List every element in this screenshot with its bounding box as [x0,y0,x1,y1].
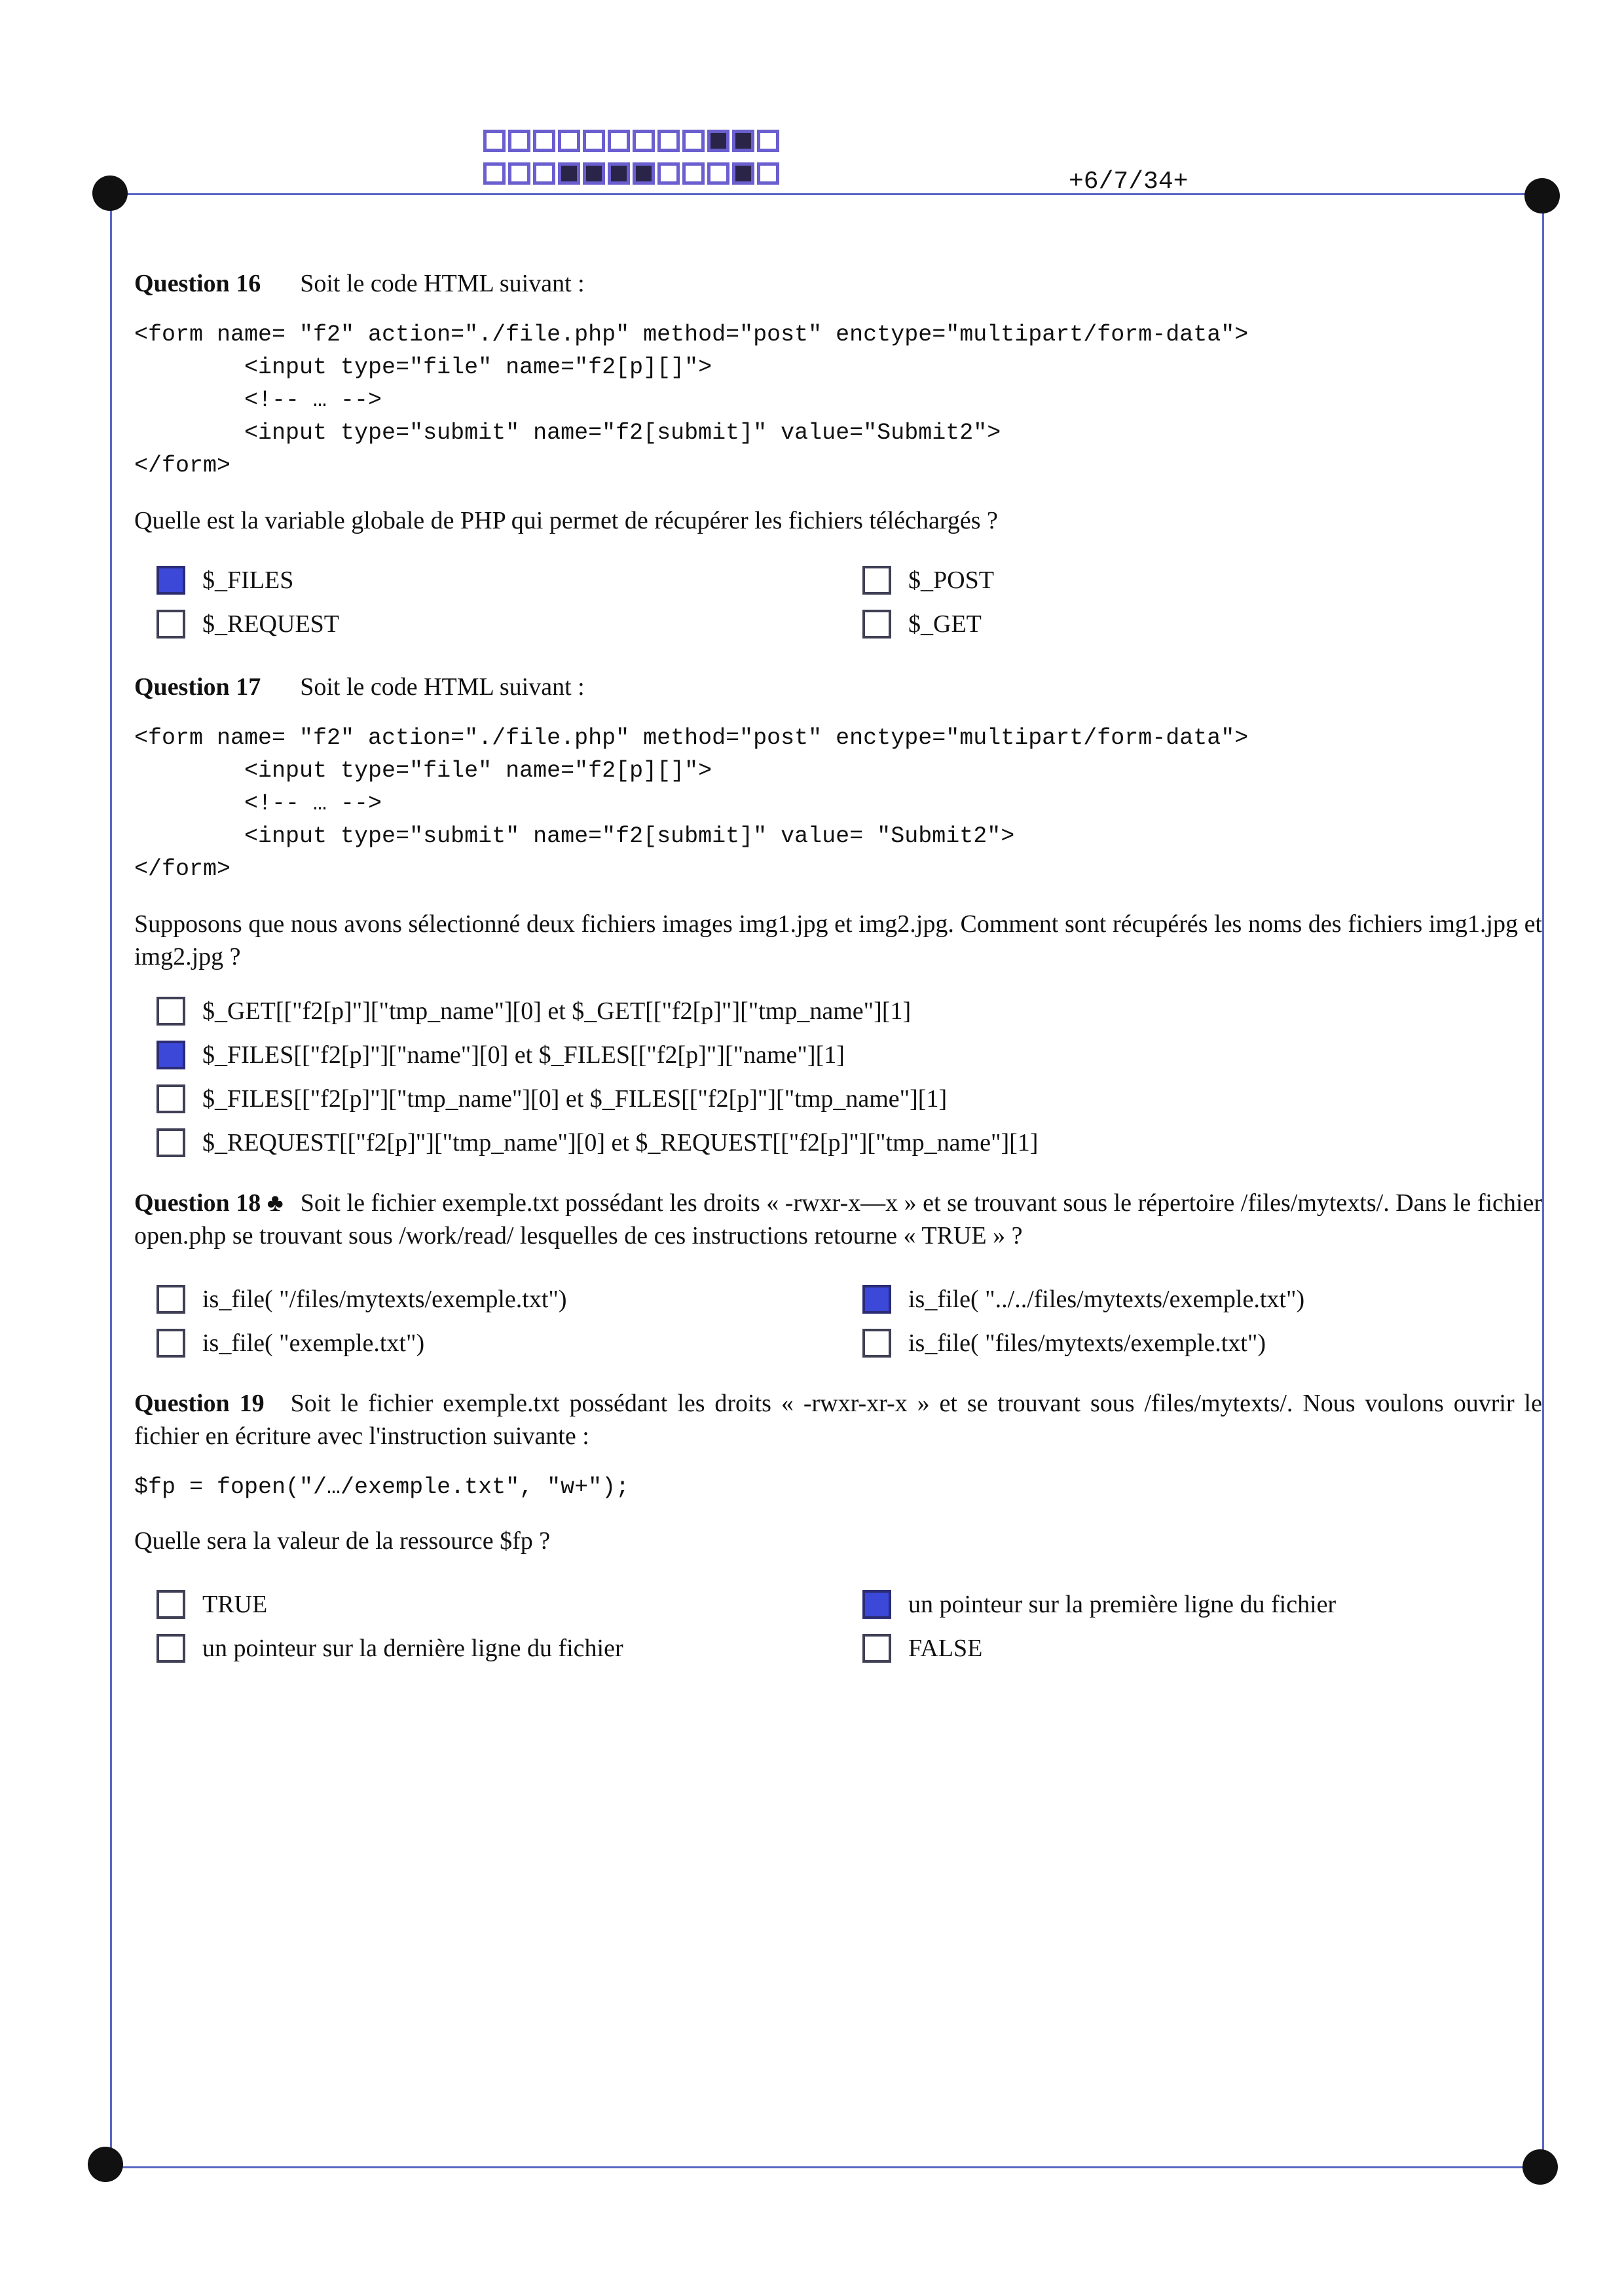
code-cell [483,130,506,152]
code-cell [633,130,655,152]
question-prompt: Supposons que nous avons sélectionné deux fichiers images img1.jpg et img2.jpg. Comment sont récupérés les noms des fichiers img1.jpg et img2.jpg ? [134,910,1542,971]
code-cell [633,162,655,185]
answer-option[interactable]: is_file( "files/mytexts/exemple.txt") [862,1321,1304,1365]
code-cell [508,130,530,152]
question-prompt: Quelle est la variable globale de PHP qui permet de récupérer les fichiers téléchargés ? [134,507,998,534]
code-cell [657,130,680,152]
answer-option[interactable]: $_FILES[["f2[p]"]["tmp_name"][0] et $_FILES[["f2[p]"]["tmp_name"][1] [157,1077,1542,1120]
code-cell [682,162,705,185]
checkbox[interactable] [157,997,185,1026]
question-18 [134,1187,1542,1365]
code-cell [757,130,779,152]
frame-bottom-line [105,2166,1542,2168]
checkbox[interactable] [862,1590,891,1619]
code-cell [682,130,705,152]
answer-option[interactable]: $_REQUEST[["f2[p]"]["tmp_name"][0] et $_REQUEST[["f2[p]"]["tmp_name"][1] [157,1120,1542,1164]
checkbox[interactable] [862,610,891,639]
answer-option[interactable]: is_file( "../../files/mytexts/exemple.txt") [862,1277,1304,1321]
answer-option[interactable]: $_FILES[["f2[p]"]["name"][0] et $_FILES[["f2[p]"]["name"][1] [157,1033,1542,1077]
question-19 [134,1387,1542,1670]
corner-mark-bottom-left [88,2147,123,2182]
code-block: <form name= "f2" action="./file.php" method="post" enctype="multipart/form-data"> <input type="file" name="f2[p][]"> <!-- … --> <input type="submit" name="f2[submit]" value= "Submit2"> </form> [134,725,1249,882]
answer-group [134,1582,1542,1670]
question-label: Question 17 [134,673,261,701]
answer-option[interactable]: FALSE [862,1626,1336,1670]
code-cell [608,162,630,185]
code-block: $fp = fopen("/…/exemple.txt", "w+"); [134,1474,630,1500]
checkbox[interactable] [157,1128,185,1157]
checkbox[interactable] [862,1285,891,1314]
answer-option[interactable]: is_file( "/files/mytexts/exemple.txt") [157,1277,567,1321]
code-cell [707,130,729,152]
code-cell [483,162,506,185]
question-header [134,671,1542,703]
question-header [134,1187,1542,1252]
corner-mark-bottom-right [1522,2149,1558,2185]
checkbox[interactable] [157,1634,185,1663]
code-cell [732,162,754,185]
checkbox[interactable] [157,1084,185,1113]
checkbox[interactable] [157,610,185,639]
question-intro: Soit le code HTML suivant : [300,270,585,297]
checkbox[interactable] [157,1590,185,1619]
answer-option[interactable]: $_GET[["f2[p]"]["tmp_name"][0] et $_GET[["f2[p]"]["tmp_name"][1] [157,989,1542,1033]
answer-option[interactable]: TRUE [157,1582,623,1626]
answer-group [134,1277,1542,1365]
answer-option[interactable]: $_FILES [157,558,339,602]
answer-group [157,989,1542,1164]
corner-mark-top-left [92,176,128,211]
code-cell [657,162,680,185]
code-cell [558,162,580,185]
checkbox[interactable] [862,566,891,595]
code-cell [583,130,605,152]
code-cell [533,130,555,152]
code-cell [558,130,580,152]
checkbox[interactable] [157,1329,185,1358]
frame-left-line [110,193,112,2168]
answer-option[interactable]: $_REQUEST [157,602,339,646]
question-label: Question 19 [134,1390,265,1417]
answer-option[interactable]: is_file( "exemple.txt") [157,1321,567,1365]
checkbox[interactable] [157,1041,185,1069]
code-cell [608,130,630,152]
question-17 [134,671,1542,1164]
answer-option[interactable]: $_POST [862,558,994,602]
code-cell [583,162,605,185]
code-cell [757,162,779,185]
answer-option[interactable]: $_GET [862,602,994,646]
question-intro: Soit le code HTML suivant : [300,673,585,701]
checkbox[interactable] [862,1634,891,1663]
code-cell [533,162,555,185]
answer-option[interactable]: un pointeur sur la première ligne du fichier [862,1582,1336,1626]
question-intro: Soit le fichier exemple.txt possédant les droits « -rwxr-xr-x » et se trouvant sous /files/mytexts/. Nous voulons ouvrir le fichier en écriture avec l'instruction suivante : [134,1390,1542,1450]
question-header [134,267,1542,300]
code-cell [707,162,729,185]
code-block: <form name= "f2" action="./file.php" method="post" enctype="multipart/form-data"> <input type="file" name="f2[p][]"> <!-- … --> <input type="submit" name="f2[submit]" value="Submit2"> </form> [134,322,1249,479]
page-code-row-2 [483,162,782,185]
code-cell [508,162,530,185]
checkbox[interactable] [862,1329,891,1358]
page-code-row-1 [483,130,782,152]
answer-option[interactable]: un pointeur sur la dernière ligne du fichier [157,1626,623,1670]
question-header [134,1387,1542,1453]
question-label: Question 18 ♣ [134,1189,284,1217]
code-cell [732,130,754,152]
checkbox[interactable] [157,1285,185,1314]
frame-top-line [110,193,1544,195]
checkbox[interactable] [157,566,185,595]
page-id: +6/7/34+ [1069,168,1189,196]
answer-group [134,558,1542,646]
corner-mark-top-right [1524,178,1560,213]
question-intro: Soit le fichier exemple.txt possédant les droits « -rwxr-x—x » et se trouvant sous le répertoire /files/mytexts/. Dans le fichier open.php se trouvant sous /work/read/ lesquelles de ces instructions retourne « TRUE » ? [134,1189,1542,1250]
question-label: Question 16 [134,270,261,297]
frame-right-line [1542,193,1544,2168]
question-prompt: Quelle sera la valeur de la ressource $fp ? [134,1527,551,1555]
question-16 [134,267,1542,646]
